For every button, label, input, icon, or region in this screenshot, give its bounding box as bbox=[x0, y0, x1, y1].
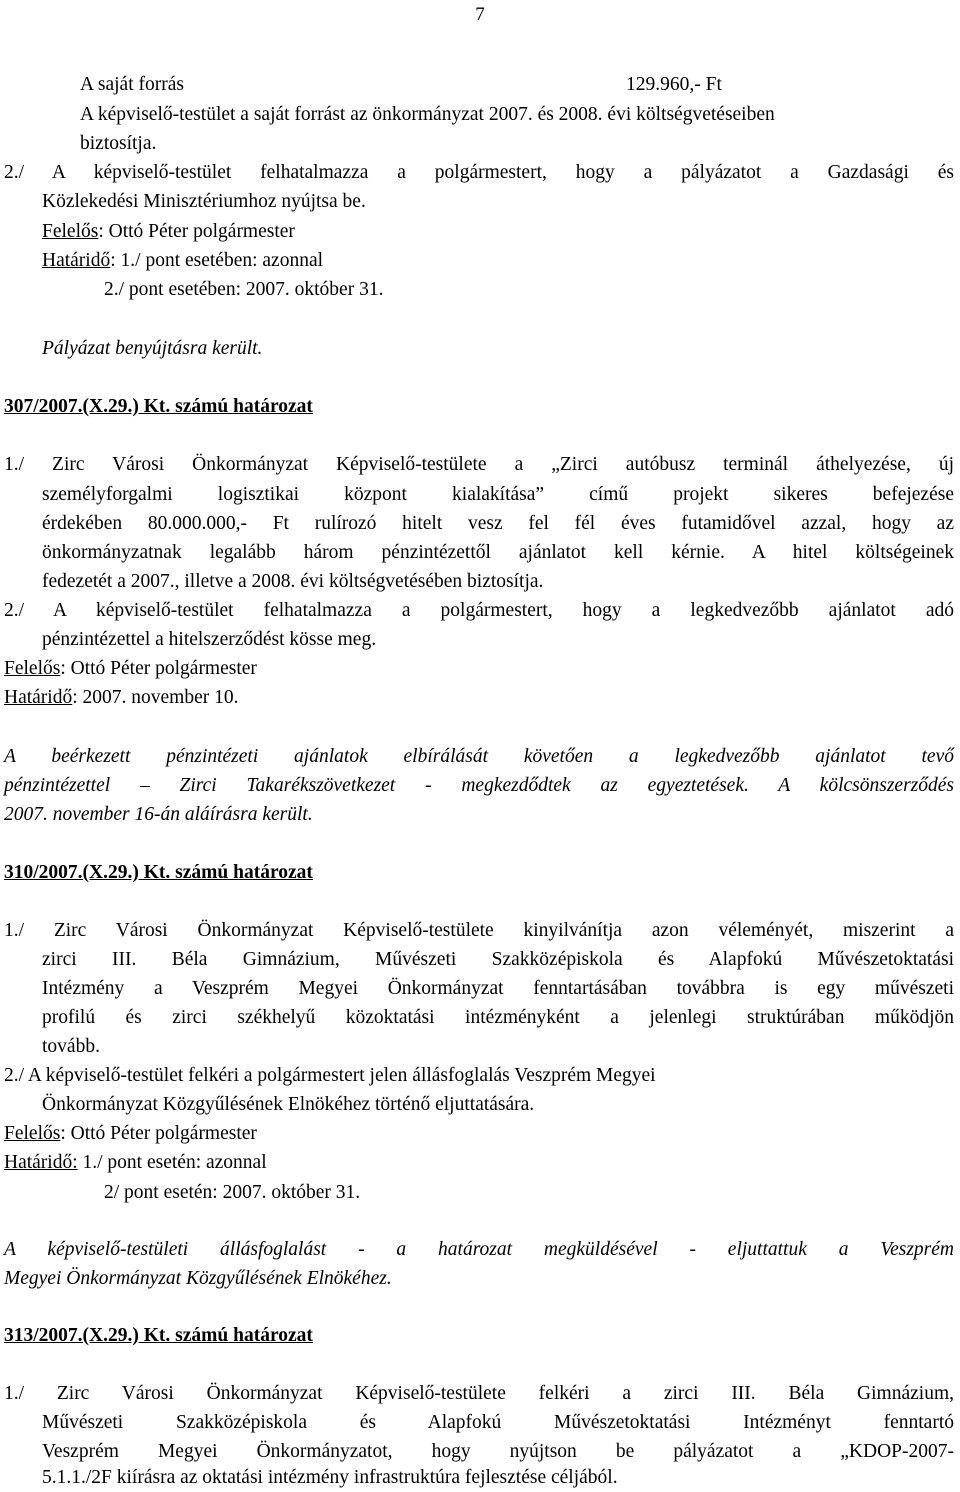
res310-note-line: Megyei Önkormányzat Közgyűlésének Elnökéhez. bbox=[4, 1268, 392, 1289]
res310-item2-line: 2./ A képviselő-testület felkéri a polgármestert jelen állásfoglalás Veszprém Megyei bbox=[4, 1065, 656, 1086]
block1-hatarido-line2: 2./ pont esetében: 2007. október 31. bbox=[104, 279, 384, 300]
res313-item1-line: 5.1.1./2F kiírásra az oktatási intézmény infrastruktúra fejlesztése céljából. bbox=[42, 1467, 618, 1488]
page-number: 7 bbox=[475, 4, 485, 25]
resolution-307-title: 307/2007.(X.29.) Kt. számú határozat bbox=[4, 396, 313, 417]
own-source-text-line: biztosítja. bbox=[80, 133, 157, 154]
res307-item1-line: érdekében 80.000.000,- Ft rulírozó hitelt vesz fel fél éves futamidővel azzal, hogy az bbox=[42, 513, 954, 534]
res310-item1-line: 1./ Zirc Városi Önkormányzat Képviselő-testülete kinyilvánítja azon véleményét, miszerint a bbox=[4, 920, 954, 941]
res310-item1-line: Intézmény a Veszprém Megyei Önkormányzat fenntartásában továbbra is egy művészeti bbox=[42, 978, 954, 999]
res307-item1-line: 1./ Zirc Városi Önkormányzat Képviselő-testülete a „Zirci autóbusz terminál áthelyezése, új bbox=[4, 454, 954, 475]
block1-felelos: Felelős: Ottó Péter polgármester bbox=[42, 221, 295, 242]
block1-item2-line: 2./ A képviselő-testület felhatalmazza a polgármestert, hogy a pályázatot a Gazdasági és bbox=[4, 162, 954, 183]
res307-felelos: Felelős: Ottó Péter polgármester bbox=[4, 658, 257, 679]
res313-item1-line: Veszprém Megyei Önkormányzatot, hogy nyújtson be pályázatot a „KDOP-2007- bbox=[42, 1441, 954, 1462]
resolution-313-title: 313/2007.(X.29.) Kt. számú határozat bbox=[4, 1325, 313, 1346]
block1-note: Pályázat benyújtásra került. bbox=[42, 338, 263, 359]
own-source-text-line: A képviselő-testület a saját forrást az önkormányzat 2007. és 2008. évi költségvetéseiben bbox=[80, 104, 775, 125]
res307-item2-line: pénzintézettel a hitelszerződést kösse meg. bbox=[42, 629, 377, 650]
res310-item1-line: zirci III. Béla Gimnázium, Művészeti Szakközépiskola és Alapfokú Művészetoktatási bbox=[42, 949, 954, 970]
res307-note-line: 2007. november 16-án aláírásra került. bbox=[4, 804, 313, 825]
own-source-label: A saját forrás bbox=[80, 74, 184, 95]
res307-note-line: A beérkezett pénzintézeti ajánlatok elbírálását követően a legkedvezőbb ajánlatot tevő bbox=[4, 746, 954, 767]
res310-item1-line: profilú és zirci székhelyű közoktatási intézményként a jelenlegi struktúrában működjön bbox=[42, 1007, 954, 1028]
res307-item1-line: fedezetét a 2007., illetve a 2008. évi költségvetésében biztosítja. bbox=[42, 571, 544, 592]
res307-item1-line: önkormányzatnak legalább három pénzintézettől ajánlatot kell kérnie. A hitel költségeinek bbox=[42, 542, 954, 563]
res310-note-line: A képviselő-testületi állásfoglalást - a határozat megküldésével - eljuttattuk a Veszprém bbox=[4, 1239, 954, 1260]
res310-item1-line: tovább. bbox=[42, 1036, 100, 1057]
res310-hatarido-line2: 2/ pont esetén: 2007. október 31. bbox=[104, 1182, 361, 1203]
own-source-value: 129.960,- Ft bbox=[626, 74, 722, 95]
res307-item2-line: 2./ A képviselő-testület felhatalmazza a polgármestert, hogy a legkedvezőbb ajánlatot adó bbox=[4, 600, 954, 621]
block1-hatarido: Határidő: 1./ pont esetében: azonnal bbox=[42, 250, 324, 271]
res310-item2-line: Önkormányzat Közgyűlésének Elnökéhez történő eljuttatására. bbox=[42, 1094, 535, 1115]
res313-item1-line: 1./ Zirc Városi Önkormányzat Képviselő-testülete felkéri a zirci III. Béla Gimnázium, bbox=[4, 1383, 954, 1404]
res310-hatarido: Határidő: 1./ pont esetén: azonnal bbox=[4, 1152, 267, 1173]
res307-note-line: pénzintézettel – Zirci Takarékszövetkezet - megkezdődtek az egyeztetések. A kölcsönszerződés bbox=[4, 775, 954, 796]
res307-item1-line: személyforgalmi logisztikai központ kialakítása” című projekt sikeres befejezése bbox=[42, 484, 954, 505]
resolution-310-title: 310/2007.(X.29.) Kt. számú határozat bbox=[4, 862, 313, 883]
res310-felelos: Felelős: Ottó Péter polgármester bbox=[4, 1123, 257, 1144]
res313-item1-line: Művészeti Szakközépiskola és Alapfokú Művészetoktatási Intézményt fenntartó bbox=[42, 1412, 954, 1433]
res307-hatarido: Határidő: 2007. november 10. bbox=[4, 687, 239, 708]
block1-item2-line: Közlekedési Minisztériumhoz nyújtsa be. bbox=[42, 191, 366, 212]
